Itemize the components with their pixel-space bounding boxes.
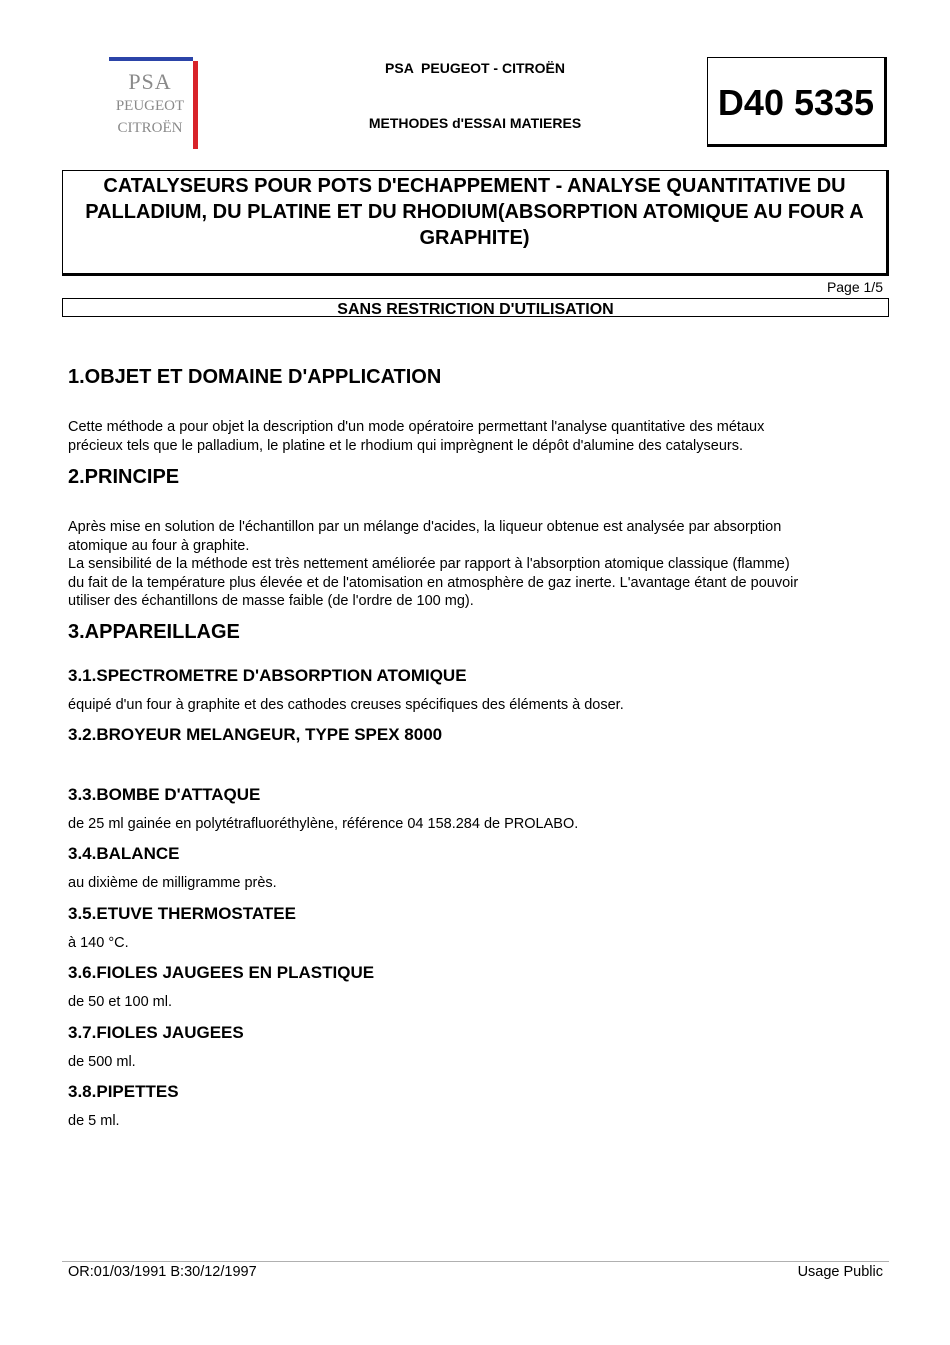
subsection-3-8-heading: 3.8.PIPETTES (68, 1082, 179, 1101)
subsection-3-6-text: de 50 et 100 ml. (68, 994, 172, 1010)
subsection-3-5-text: à 140 °C. (68, 935, 129, 951)
logo-blue-bar (109, 57, 197, 61)
subsection-3-4-text: au dixième de milligramme près. (68, 875, 277, 891)
footer-divider (62, 1261, 889, 1262)
section-2-heading: 2.PRINCIPE (68, 466, 180, 488)
footer-usage: Usage Public (797, 1264, 883, 1280)
subsection-3-1-text: équipé d'un four à graphite et des cathodes creuses spécifiques des éléments à doser. (68, 697, 624, 713)
restriction-box (62, 298, 889, 317)
section-2-line-5: utiliser des échantillons de masse faible (de l'ordre de 100 mg). (68, 593, 474, 609)
title-box (62, 170, 889, 276)
subsection-3-3-heading: 3.3.BOMBE D'ATTAQUE (68, 785, 261, 804)
department-name: METHODES d'ESSAI MATIERES (368, 115, 582, 131)
subsection-3-4-heading: 3.4.BALANCE (68, 844, 180, 863)
subsection-3-8-text: de 5 ml. (68, 1113, 120, 1129)
section-3-heading: 3.APPAREILLAGE (68, 621, 240, 643)
logo-corner (193, 57, 198, 61)
section-2-line-1: Après mise en solution de l'échantillon par un mélange d'acides, la liqueur obtenue est analysée par absorption (68, 519, 782, 535)
doc-number: D40 5335 (717, 82, 875, 123)
section-1-heading: 1.OBJET ET DOMAINE D'APPLICATION (68, 366, 442, 388)
footer-dates: OR:01/03/1991 B:30/12/1997 (68, 1264, 257, 1280)
logo-peugeot-text: PEUGEOT (115, 98, 185, 114)
subsection-3-2-heading: 3.2.BROYEUR MELANGEUR, TYPE SPEX 8000 (68, 725, 443, 744)
subsection-3-7-text: de 500 ml. (68, 1054, 136, 1070)
section-2-line-4: du fait de la température plus élevée et de l'atomisation en atmosphère de gaz inerte. L'avantage étant de pouvoir (68, 575, 799, 591)
logo-citroen-text: CITROËN (117, 120, 183, 136)
subsection-3-1-heading: 3.1.SPECTROMETRE D'ABSORPTION ATOMIQUE (68, 666, 467, 685)
document-title: CATALYSEURS POUR POTS D'ECHAPPEMENT - ANALYSE QUANTITATIVE DU PALLADIUM, DU PLATINE ET DU RHODIUM(ABSORPTION ATOMIQUE AU FOUR A GRAPHITE) (85, 175, 864, 249)
section-1-line-1: Cette méthode a pour objet la description d'un mode opératoire permettant l'analyse quantitative des métaux (68, 419, 765, 435)
section-2-line-2: atomique au four à graphite. (68, 538, 250, 554)
logo-psa-text: PSA (128, 69, 172, 94)
section-2-line-3: La sensibilité de la méthode est très nettement améliorée par rapport à l'absorption atomique classique (flamme) (68, 556, 790, 572)
restriction-label: SANS RESTRICTION D'UTILISATION (337, 301, 614, 317)
section-1-line-2: précieux tels que le palladium, le platine et le rhodium qui imprègnent le dépôt d'alumine des catalyseurs. (68, 438, 743, 454)
subsection-3-7-heading: 3.7.FIOLES JAUGEES (68, 1023, 244, 1042)
psa-logo (106, 57, 200, 149)
doc-number-box (707, 57, 887, 147)
company-name: PSA PEUGEOT - CITROËN (385, 60, 565, 76)
subsection-3-3-text: de 25 ml gainée en polytétrafluoréthylène, référence 04 158.284 de PROLABO. (68, 816, 579, 832)
subsection-3-5-heading: 3.5.ETUVE THERMOSTATEE (68, 904, 296, 923)
page-number: Page 1/5 (826, 279, 883, 295)
subsection-3-6-heading: 3.6.FIOLES JAUGEES EN PLASTIQUE (68, 963, 375, 982)
